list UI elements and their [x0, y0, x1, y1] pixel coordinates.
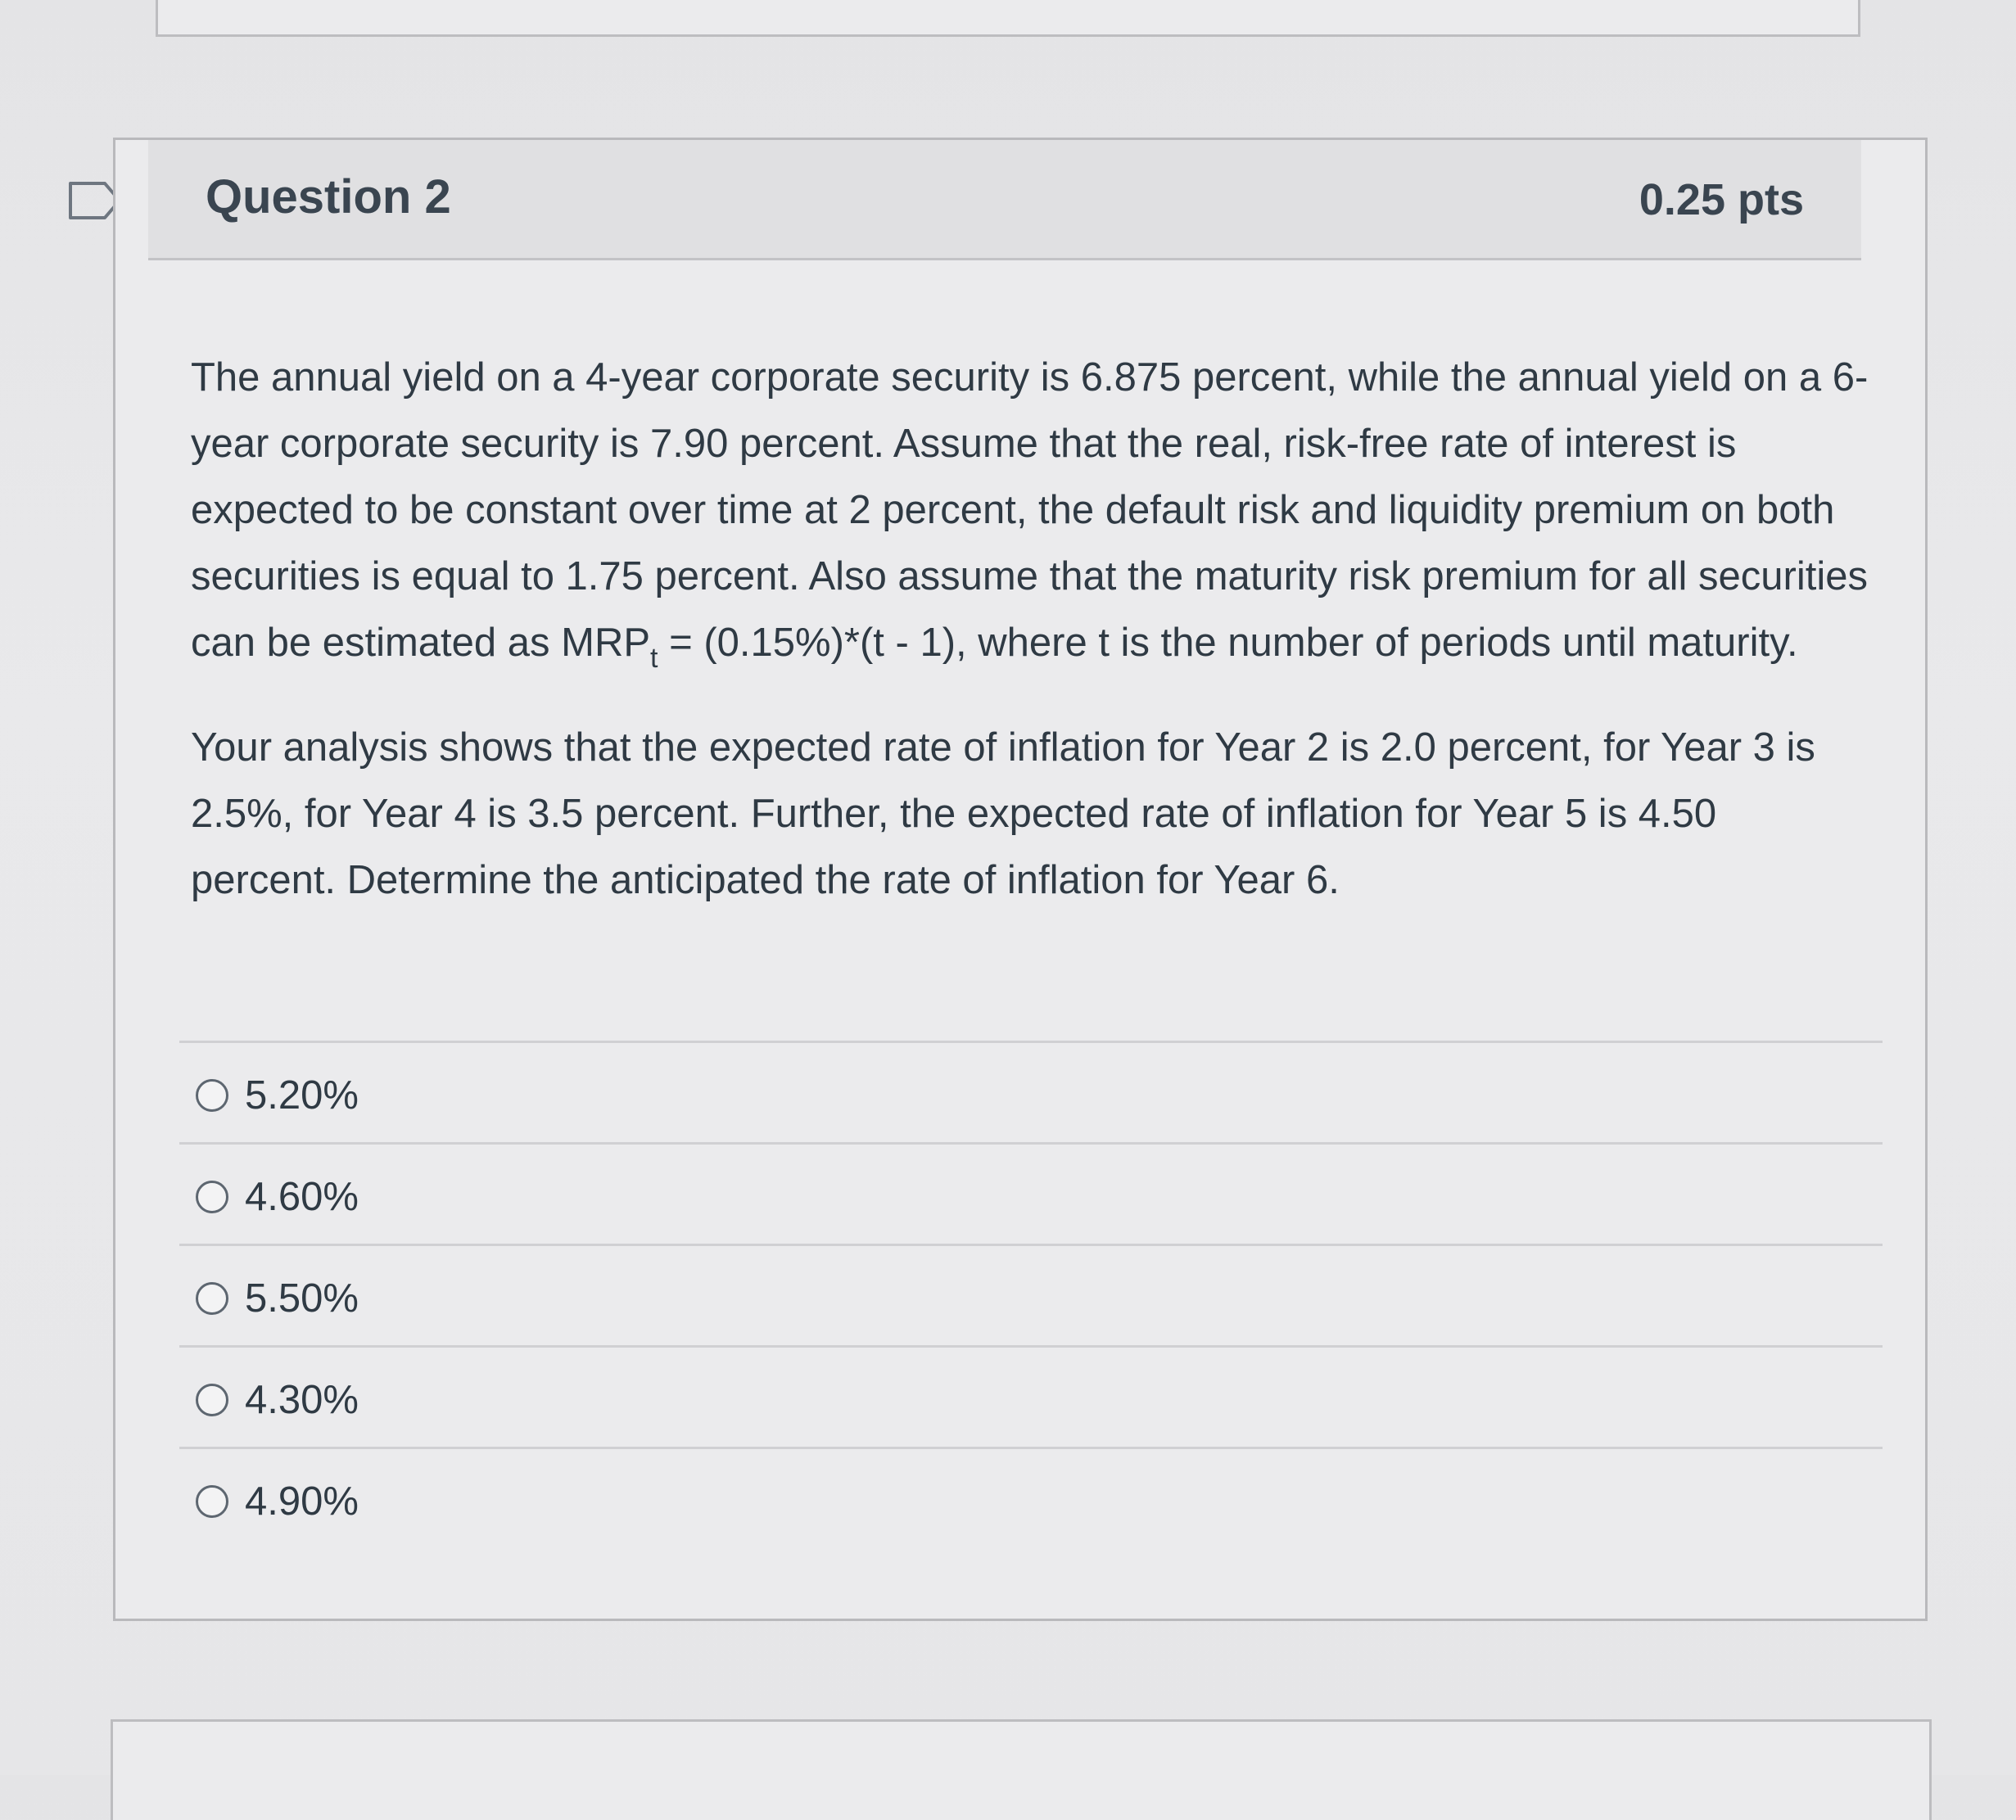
radio-unchecked-icon[interactable] [196, 1485, 228, 1518]
answer-option[interactable] [179, 1246, 1883, 1348]
answer-label[interactable]: 4.30% [245, 1378, 359, 1422]
previous-question-card [156, 0, 1860, 37]
answer-label[interactable]: 4.60% [245, 1175, 359, 1219]
radio-unchecked-icon[interactable] [196, 1282, 228, 1315]
radio-unchecked-icon[interactable] [196, 1384, 228, 1416]
answer-list [179, 1041, 1883, 1548]
question-paragraph-2: Your analysis shows that the expected rate of inflation for Year 2 is 2.0 percent, for Year 3 is 2.5%, for Year 4 is 3.5 percent. Further, the expected rate of inflation for Year 5 is 4.50 percent. Determine the anticipated the rate of inflation for Year 6. [191, 725, 1815, 902]
answer-option[interactable] [179, 1145, 1883, 1246]
answer-option[interactable] [179, 1043, 1883, 1145]
question-title: Question 2 [206, 170, 451, 224]
radio-unchecked-icon[interactable] [196, 1079, 228, 1112]
question-header [148, 140, 1861, 260]
question-card [113, 138, 1928, 1621]
question-paragraph-1 [191, 345, 1869, 680]
paragraph-1-text-end: = (0.15%)*(t - 1), where t is the number of periods until maturity. [658, 621, 1798, 665]
paragraph-1-text: The annual yield on a 4-year corporate security is 6.875 percent, while the annual yield on a 6-year corporate security is 7.90 percent. Assume that the real, risk-free rate of interest is expected to be constant over time at 2 percent, the default risk and liquidity premium on both securities is equal to 1.75 percent. Also assume that the maturity risk premium for all securities can be estimated as MRP [191, 355, 1869, 665]
radio-unchecked-icon[interactable] [196, 1181, 228, 1213]
answer-option[interactable] [179, 1449, 1883, 1548]
answer-label[interactable]: 4.90% [245, 1479, 359, 1524]
question-text [191, 345, 1869, 914]
next-question-card [111, 1719, 1932, 1820]
question-points: 0.25 pts [1639, 175, 1804, 224]
answer-label[interactable]: 5.20% [245, 1073, 359, 1118]
answer-option[interactable] [179, 1348, 1883, 1449]
mrp-subscript: t [650, 643, 658, 674]
answer-label[interactable]: 5.50% [245, 1276, 359, 1321]
